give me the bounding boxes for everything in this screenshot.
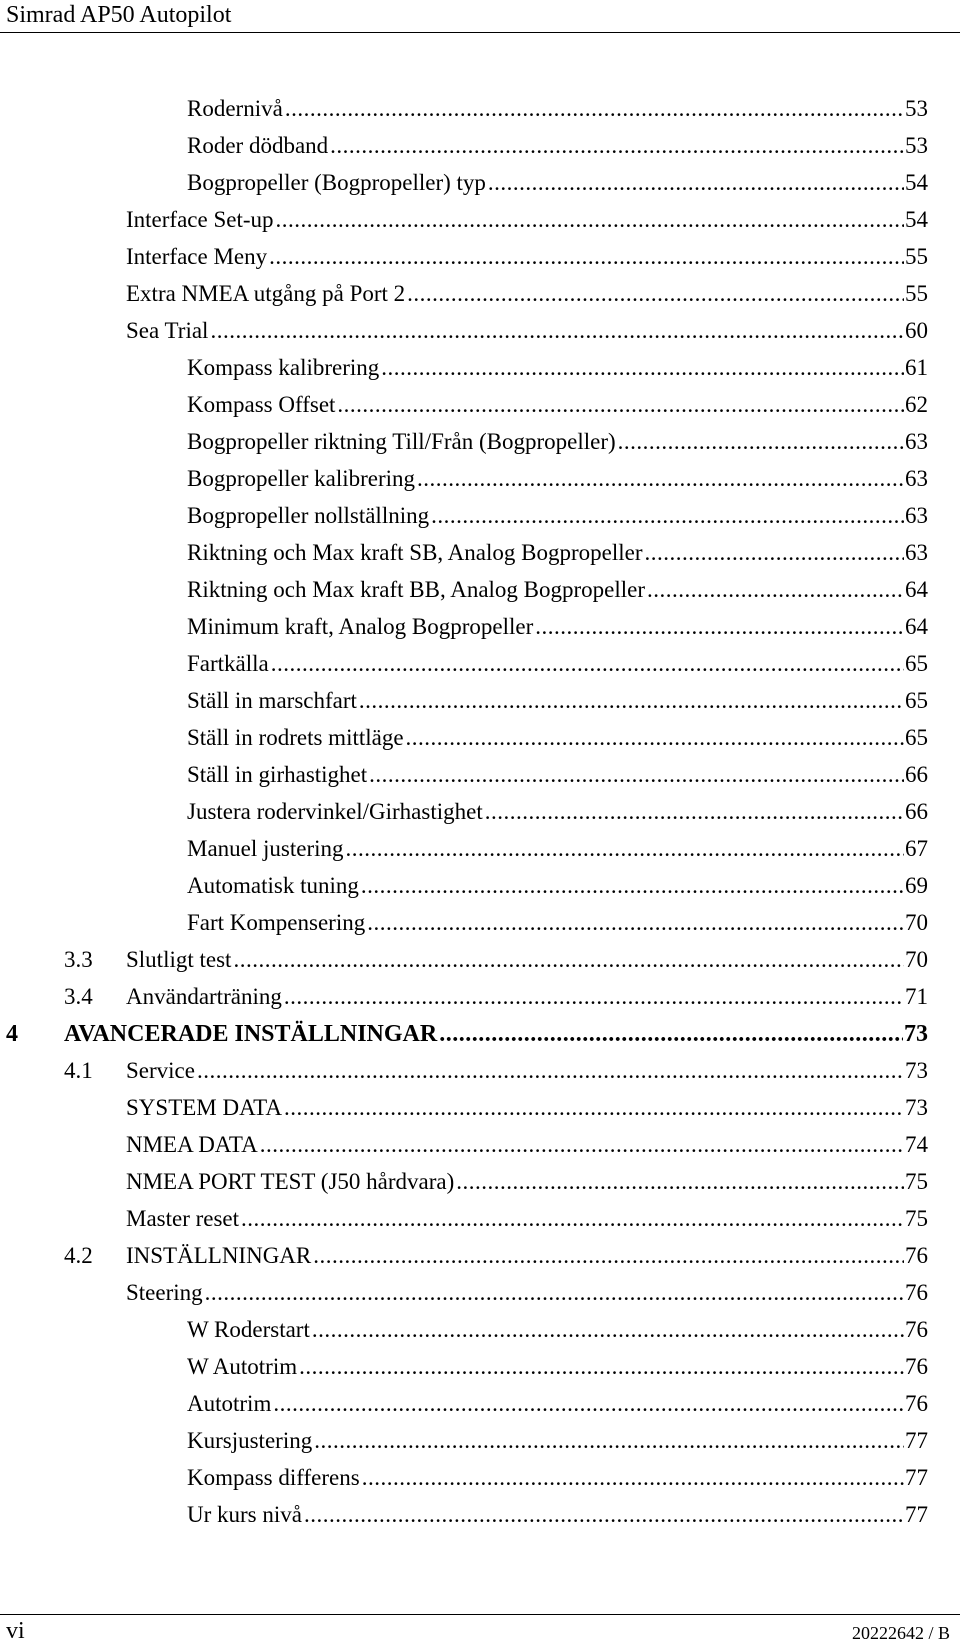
toc-entry-title: Ställ in rodrets mittläge bbox=[187, 723, 406, 753]
toc-entry[interactable] bbox=[0, 1352, 960, 1389]
toc-dot-leader bbox=[647, 575, 904, 605]
toc-entry[interactable] bbox=[0, 1167, 960, 1204]
toc-dot-leader bbox=[406, 723, 904, 753]
document-id: 20222642 / B bbox=[851, 1623, 950, 1643]
toc-entry[interactable] bbox=[0, 390, 960, 427]
toc-entry-page: 76 bbox=[905, 1280, 928, 1305]
toc-entry-title: Bogpropeller nollställning bbox=[187, 501, 431, 531]
toc-entry-title: Kompass differens bbox=[187, 1463, 362, 1493]
toc-entry-page: 54 bbox=[905, 170, 928, 195]
toc-entry-page: 60 bbox=[905, 318, 928, 343]
toc-entry[interactable] bbox=[0, 538, 960, 575]
toc-entry-title: Användarträning bbox=[126, 982, 284, 1012]
toc-dot-leader bbox=[456, 1167, 904, 1197]
toc-dot-leader bbox=[431, 501, 904, 531]
toc-dot-leader bbox=[271, 649, 904, 679]
toc-entry[interactable] bbox=[0, 834, 960, 871]
toc-entry[interactable] bbox=[0, 464, 960, 501]
toc-entry-page: 75 bbox=[905, 1206, 928, 1231]
toc-entry-page: 65 bbox=[905, 725, 928, 750]
toc-entry-title: Automatisk tuning bbox=[187, 871, 361, 901]
toc-entry-page: 76 bbox=[905, 1243, 928, 1268]
toc-entry-title: SYSTEM DATA bbox=[126, 1093, 284, 1123]
toc-entry-title: Kompass kalibrering bbox=[187, 353, 381, 383]
toc-dot-leader bbox=[330, 131, 904, 161]
toc-dot-leader bbox=[210, 316, 904, 346]
toc-entry-title: Autotrim bbox=[187, 1389, 273, 1419]
toc-entry-title: W Autotrim bbox=[187, 1352, 299, 1382]
toc-entry-page: 73 bbox=[905, 1058, 928, 1083]
toc-entry-page: 63 bbox=[905, 540, 928, 565]
toc-entry-page: 66 bbox=[905, 799, 928, 824]
toc-entry-page: 76 bbox=[905, 1354, 928, 1379]
toc-entry-title: Slutligt test bbox=[126, 945, 233, 975]
toc-entry-title: NMEA DATA bbox=[126, 1130, 260, 1160]
toc-entry-page: 70 bbox=[905, 910, 928, 935]
toc-entry-page: 62 bbox=[905, 392, 928, 417]
toc-dot-leader bbox=[369, 760, 904, 790]
toc-entry[interactable] bbox=[0, 279, 960, 316]
toc-dot-leader bbox=[197, 1056, 904, 1086]
toc-entry[interactable] bbox=[0, 1204, 960, 1241]
toc-entry-number: 4.2 bbox=[64, 1243, 93, 1268]
toc-entry[interactable] bbox=[0, 982, 960, 1019]
toc-dot-leader bbox=[205, 1278, 904, 1308]
toc-entry[interactable] bbox=[0, 501, 960, 538]
toc-entry[interactable] bbox=[0, 94, 960, 131]
toc-entry-page: 63 bbox=[905, 503, 928, 528]
toc-dot-leader bbox=[284, 1093, 904, 1123]
toc-dot-leader bbox=[407, 279, 904, 309]
toc-entry[interactable] bbox=[0, 686, 960, 723]
toc-entry-title: Sea Trial bbox=[126, 316, 210, 346]
toc-entry-title: Bogpropeller riktning Till/Från (Bogpropeller) bbox=[187, 427, 618, 457]
running-header-title: Simrad AP50 Autopilot bbox=[6, 2, 232, 28]
toc-entry-title: Interface Set-up bbox=[126, 205, 276, 235]
toc-entry-title: Justera rodervinkel/Girhastighet bbox=[187, 797, 485, 827]
toc-entry-page: 54 bbox=[905, 207, 928, 232]
toc-entry[interactable] bbox=[0, 205, 960, 242]
toc-entry-page: 70 bbox=[905, 947, 928, 972]
toc-dot-leader bbox=[314, 1426, 904, 1456]
toc-entry-title: Rodernivå bbox=[187, 94, 285, 124]
toc-entry-page: 65 bbox=[905, 651, 928, 676]
toc-entry[interactable] bbox=[0, 1500, 960, 1537]
toc-entry-title: INSTÄLLNINGAR bbox=[126, 1241, 313, 1271]
toc-entry[interactable] bbox=[0, 723, 960, 760]
toc-entry[interactable] bbox=[0, 131, 960, 168]
toc-entry-title: NMEA PORT TEST (J50 hårdvara) bbox=[126, 1167, 456, 1197]
toc-entry[interactable] bbox=[0, 1426, 960, 1463]
toc-entry-title: W Roderstart bbox=[187, 1315, 312, 1345]
toc-entry-title: Minimum kraft, Analog Bogpropeller bbox=[187, 612, 535, 642]
toc-dot-leader bbox=[417, 464, 904, 494]
toc-dot-leader bbox=[488, 168, 904, 198]
toc-dot-leader bbox=[285, 94, 904, 124]
toc-entry-page: 77 bbox=[905, 1428, 928, 1453]
toc-entry[interactable] bbox=[0, 1019, 960, 1056]
toc-dot-leader bbox=[241, 1204, 904, 1234]
toc-entry-title: Interface Meny bbox=[126, 242, 269, 272]
toc-dot-leader bbox=[535, 612, 904, 642]
toc-entry[interactable] bbox=[0, 353, 960, 390]
toc-entry-title: Master reset bbox=[126, 1204, 241, 1234]
toc-entry[interactable] bbox=[0, 1241, 960, 1278]
toc-dot-leader bbox=[644, 538, 904, 568]
toc-entry-title: Bogpropeller kalibrering bbox=[187, 464, 417, 494]
toc-entry[interactable] bbox=[0, 945, 960, 982]
toc-dot-leader bbox=[269, 242, 904, 272]
toc-dot-leader bbox=[361, 871, 904, 901]
toc-dot-leader bbox=[346, 834, 905, 864]
toc-entry-title: Kursjustering bbox=[187, 1426, 314, 1456]
toc-entry-page: 77 bbox=[905, 1502, 928, 1527]
toc-dot-leader bbox=[276, 205, 904, 235]
toc-entry-title: Service bbox=[126, 1056, 197, 1086]
toc-entry-page: 77 bbox=[905, 1465, 928, 1490]
toc-entry-title: Manuel justering bbox=[187, 834, 346, 864]
toc-entry[interactable] bbox=[0, 760, 960, 797]
toc-dot-leader bbox=[312, 1315, 904, 1345]
toc-entry-title: Riktning och Max kraft SB, Analog Bogpropeller bbox=[187, 538, 644, 568]
toc-entry[interactable] bbox=[0, 1278, 960, 1315]
toc-entry[interactable] bbox=[0, 242, 960, 279]
toc-entry-page: 64 bbox=[905, 614, 928, 639]
toc-entry[interactable] bbox=[0, 908, 960, 945]
toc-entry-title: Roder dödband bbox=[187, 131, 330, 161]
toc-entry[interactable] bbox=[0, 575, 960, 612]
toc-dot-leader bbox=[313, 1241, 904, 1271]
toc-entry-title: Steering bbox=[126, 1278, 205, 1308]
toc-dot-leader bbox=[359, 686, 904, 716]
toc-entry-title: Riktning och Max kraft BB, Analog Bogpropeller bbox=[187, 575, 647, 605]
toc-entry-title: Ställ in marschfart bbox=[187, 686, 359, 716]
toc-entry-number: 3.4 bbox=[64, 984, 93, 1009]
toc-dot-leader bbox=[284, 982, 904, 1012]
toc-entry-page: 67 bbox=[905, 836, 928, 861]
toc-dot-leader bbox=[233, 945, 904, 975]
toc-dot-leader bbox=[381, 353, 904, 383]
toc-entry-number: 4 bbox=[6, 1021, 18, 1047]
page-header bbox=[0, 0, 960, 33]
toc-dot-leader bbox=[485, 797, 904, 827]
toc-entry-page: 75 bbox=[905, 1169, 928, 1194]
toc-entry-page: 55 bbox=[905, 281, 928, 306]
toc-entry-page: 65 bbox=[905, 688, 928, 713]
toc-entry-page: 61 bbox=[905, 355, 928, 380]
toc-entry-title: AVANCERADE INSTÄLLNINGAR bbox=[64, 1021, 438, 1047]
page-footer bbox=[0, 1614, 960, 1647]
toc-entry[interactable] bbox=[0, 797, 960, 834]
table-of-contents bbox=[0, 94, 960, 1537]
toc-dot-leader bbox=[304, 1500, 904, 1530]
toc-entry-page: 53 bbox=[905, 96, 928, 121]
toc-entry[interactable] bbox=[0, 1093, 960, 1130]
toc-entry-page: 63 bbox=[905, 466, 928, 491]
toc-entry-page: 71 bbox=[905, 984, 928, 1009]
toc-entry-title: Ställ in girhastighet bbox=[187, 760, 369, 790]
toc-entry-page: 66 bbox=[905, 762, 928, 787]
toc-entry[interactable] bbox=[0, 168, 960, 205]
toc-entry-page: 73 bbox=[904, 1021, 928, 1047]
toc-entry-page: 76 bbox=[905, 1317, 928, 1342]
toc-entry-page: 69 bbox=[905, 873, 928, 898]
toc-entry-title: Extra NMEA utgång på Port 2 bbox=[126, 279, 407, 309]
toc-entry-page: 53 bbox=[905, 133, 928, 158]
toc-dot-leader bbox=[367, 908, 904, 938]
toc-dot-leader bbox=[273, 1389, 904, 1419]
toc-entry-title: Ur kurs nivå bbox=[187, 1500, 304, 1530]
toc-entry-page: 64 bbox=[905, 577, 928, 602]
toc-entry-page: 55 bbox=[905, 244, 928, 269]
toc-dot-leader bbox=[362, 1463, 904, 1493]
toc-entry-title: Fartkälla bbox=[187, 649, 271, 679]
toc-entry[interactable] bbox=[0, 649, 960, 686]
toc-entry[interactable] bbox=[0, 871, 960, 908]
toc-entry[interactable] bbox=[0, 427, 960, 464]
toc-entry[interactable] bbox=[0, 1315, 960, 1352]
toc-entry[interactable] bbox=[0, 316, 960, 353]
toc-entry-page: 73 bbox=[905, 1095, 928, 1120]
toc-entry-number: 4.1 bbox=[64, 1058, 93, 1083]
toc-dot-leader bbox=[260, 1130, 904, 1160]
toc-entry[interactable] bbox=[0, 612, 960, 649]
toc-dot-leader bbox=[618, 427, 904, 457]
toc-entry-number: 3.3 bbox=[64, 947, 93, 972]
toc-entry-title: Bogpropeller (Bogpropeller) typ bbox=[187, 168, 488, 198]
toc-entry[interactable] bbox=[0, 1389, 960, 1426]
toc-entry[interactable] bbox=[0, 1056, 960, 1093]
page-number: vi bbox=[6, 1618, 25, 1644]
toc-entry[interactable] bbox=[0, 1130, 960, 1167]
toc-entry-title: Kompass Offset bbox=[187, 390, 337, 420]
toc-entry-page: 74 bbox=[905, 1132, 928, 1157]
toc-dot-leader bbox=[439, 1019, 903, 1049]
toc-dot-leader bbox=[299, 1352, 904, 1382]
toc-entry-page: 63 bbox=[905, 429, 928, 454]
toc-entry-page: 76 bbox=[905, 1391, 928, 1416]
toc-entry-title: Fart Kompensering bbox=[187, 908, 367, 938]
toc-dot-leader bbox=[337, 390, 904, 420]
toc-entry[interactable] bbox=[0, 1463, 960, 1500]
